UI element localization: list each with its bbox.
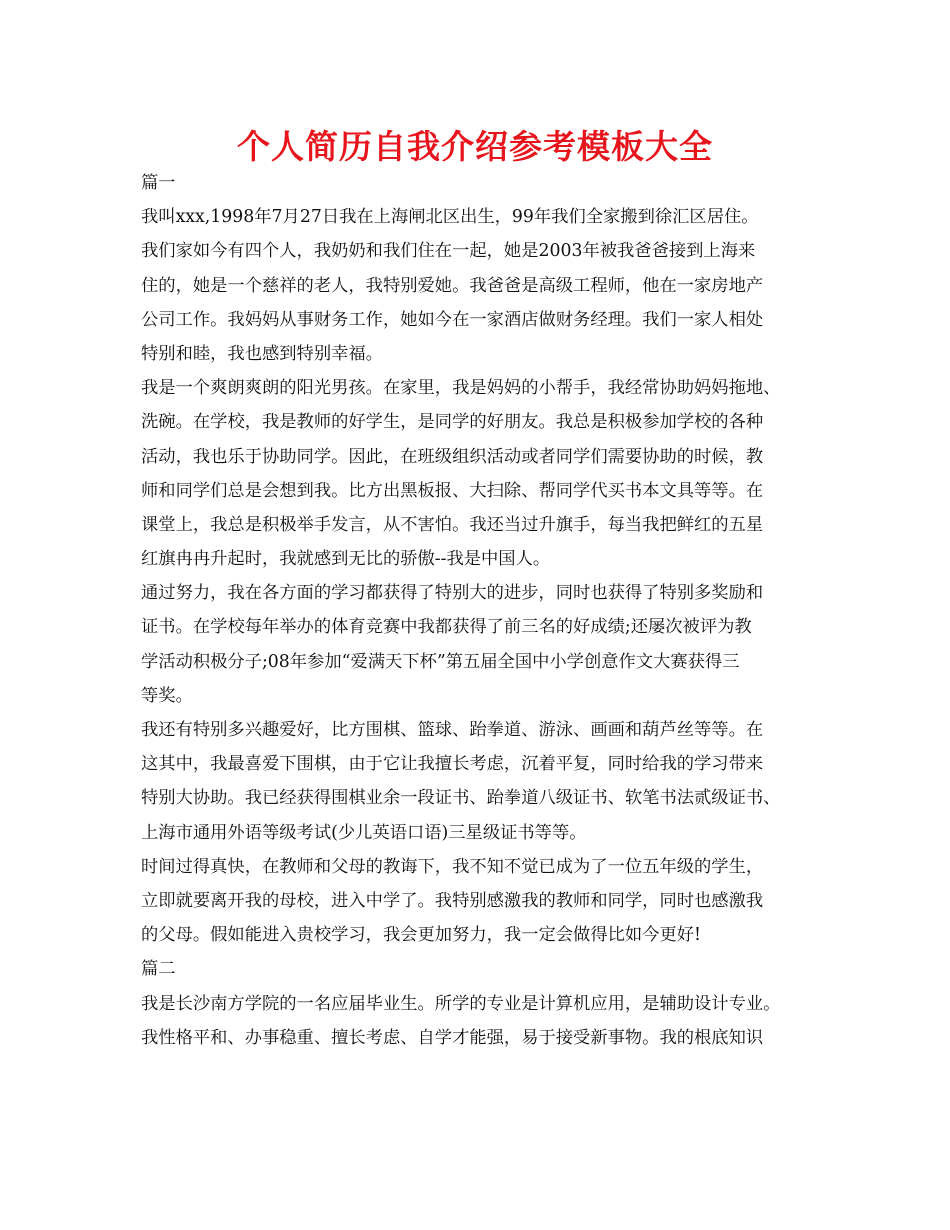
text-line: 这其中，我最喜爱下围棋，由于它让我擅长考虑，沉着平复，同时给我的学习带来: [141, 754, 764, 775]
text-line: 我叫xxx,1998年7月27日我在上海闸北区出生，99年我们全家搬到徐汇区居住。: [141, 207, 759, 228]
document-body: [141, 166, 841, 1055]
page-title: 个人简历自我介绍参考模板大全: [237, 127, 713, 166]
text-line: 特别大协助。我已经获得围棋业余一段证书、跆拳道八级证书、软笔书法贰级证书、: [141, 788, 781, 809]
text-line: 住的，她是一个慈祥的老人，我特别爱她。我爸爸是高级工程师，他在一家房地产: [141, 275, 764, 296]
text-line: 洗碗。在学校，我是教师的好学生，是同学的好朋友。我总是积极参加学校的各种: [141, 412, 764, 433]
text-line: 等奖。: [141, 685, 193, 706]
text-line: 活动，我也乐于协助同学。因此，在班级组织活动或者同学们需要协助的时候，教: [141, 446, 764, 467]
text-line: 课堂上，我总是积极举手发言，从不害怕。我还当过升旗手，每当我把鲜红的五星: [141, 514, 764, 535]
text-line: 时间过得真快，在教师和父母的教诲下，我不知不觉已成为了一位五年级的学生，: [141, 856, 764, 877]
text-line: 证书。在学校每年举办的体育竞赛中我都获得了前三名的好成绩;还屡次被评为教: [141, 617, 752, 638]
text-line: 师和同学们总是会想到我。比方出黑板报、大扫除、帮同学代买书本文具等等。在: [141, 480, 764, 501]
text-line: 我是长沙南方学院的一名应届毕业生。所学的专业是计算机应用，是辅助设计专业。: [141, 993, 781, 1014]
text-line: 我性格平和、办事稳重、擅长考虑、自学才能强，易于接受新事物。我的根底知识: [141, 1027, 764, 1048]
text-line: 学活动积极分子;08年参加“爱满天下杯”第五届全国中小学创意作文大赛获得三: [141, 651, 740, 672]
text-line: 立即就要离开我的母校，进入中学了。我特别感激我的教师和同学，同时也感激我: [141, 890, 764, 911]
text-line: 红旗冉冉升起时，我就感到无比的骄傲--我是中国人。: [141, 549, 551, 570]
text-line: 上海市通用外语等级考试(少儿英语口语)三星级证书等等。: [141, 822, 587, 843]
text-line: 篇一: [141, 173, 176, 193]
text-line: 篇二: [141, 959, 176, 980]
text-line: 的父母。假如能进入贵校学习，我会更加努力，我一定会做得比如今更好!: [141, 925, 701, 946]
text-line: 特别和睦，我也感到特别幸福。: [141, 343, 383, 364]
text-line: 公司工作。我妈妈从事财务工作，她如今在一家酒店做财务经理。我们一家人相处: [141, 309, 764, 330]
text-line: 我还有特别多兴趣爱好，比方围棋、篮球、跆拳道、游泳、画画和葫芦丝等等。在: [141, 720, 764, 740]
text-line: 我们家如今有四个人，我奶奶和我们住在一起，她是2003年被我爸爸接到上海来: [141, 241, 756, 262]
text-line: 通过努力，我在各方面的学习都获得了特别大的进步，同时也获得了特别多奖励和: [141, 583, 764, 604]
text-line: 我是一个爽朗爽朗的阳光男孩。在家里，我是妈妈的小帮手，我经常协助妈妈拖地、: [141, 378, 781, 399]
